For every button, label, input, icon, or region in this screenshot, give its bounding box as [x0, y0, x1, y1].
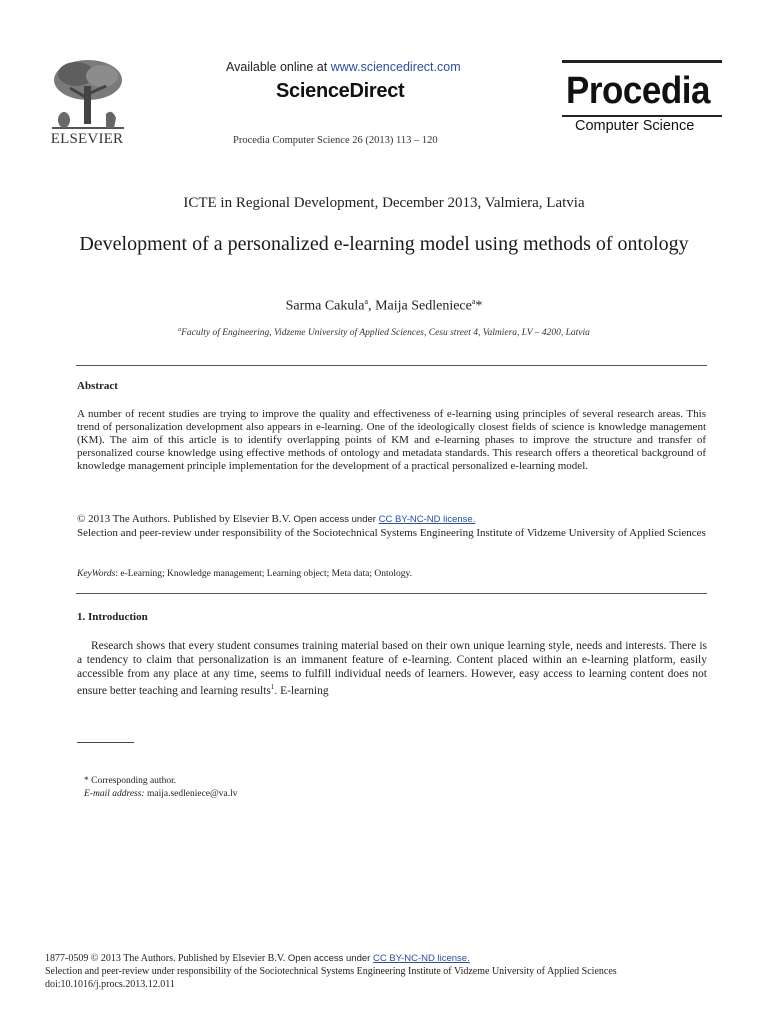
author-name: Sarma Cakula [285, 298, 365, 314]
paper-title: Development of a personalized e-learning model using methods of ontology [79, 233, 689, 255]
conference-line: ICTE in Regional Development, December 2013, Valmiera, Latvia [183, 195, 585, 211]
procedia-subtitle: Computer Science [575, 118, 695, 134]
footnote-rule [77, 742, 134, 743]
license-link[interactable]: CC BY-NC-ND license. [372, 953, 470, 964]
abstract-text: A number of recent studies are trying to improve the quality and effectiveness of e-learning using principles of several research areas. This trend of personalization development also appears in e-learning. One of the ideologically closest fields of science is knowledge management (KM). The aim of this article is to identify overlapping points of KM and e-learning phases to improve the structure and transfer of personalized course knowledge using effective methods of ontology and metadata standards. This research offers a theoretical background of knowledge management principle implementation for the development of a practical personalized e-learning model. [77, 408, 706, 472]
keywords-label: KeyWords [77, 569, 116, 579]
elsevier-wordmark: ELSEVIER [50, 131, 124, 147]
open-access-text: Open access under [285, 953, 373, 964]
introduction-paragraph [77, 640, 707, 699]
copyright-block [77, 513, 706, 540]
bottom-notice [45, 952, 735, 991]
issn-line [45, 952, 735, 965]
issn-text: 1877-0509 © 2013 The Authors. Published by Elsevier B.V. [45, 953, 286, 964]
bottom-peer-review: Selection and peer-review under responsibility of the Sociotechnical Systems Engineering Institute of Vidzeme University of Applied Sciences [45, 966, 617, 977]
affiliation-mark: a [178, 327, 182, 333]
keywords-text: : e-Learning; Knowledge management; Learning object; Meta data; Ontology. [115, 569, 413, 579]
journal-reference: Procedia Computer Science 26 (2013) 113 – 120 [233, 135, 438, 146]
citation-ref[interactable]: 1 [270, 683, 275, 692]
affiliation-text: Faculty of Engineering, Vidzeme University of Applied Sciences, Cesu street 4, Valmiera, LV – 4200, Latvia [181, 328, 590, 339]
procedia-logo [562, 60, 722, 138]
corresponding-author-note: * Corresponding author. [84, 776, 177, 786]
available-online-line [226, 60, 461, 74]
procedia-rule [562, 115, 722, 117]
introduction-heading: 1. Introduction [77, 611, 148, 623]
author-affiliation-mark: a [471, 297, 476, 306]
corresponding-mark: * [475, 298, 483, 314]
abstract-heading: Abstract [77, 380, 118, 392]
footnote [84, 775, 238, 801]
procedia-wordmark: Procedia [566, 70, 711, 112]
peer-review-text: Selection and peer-review under responsibility of the Sociotechnical Systems Engineering Institute of Vidzeme University of Applied Sciences [77, 526, 706, 539]
introduction-text: Research shows that every student consumes training material based on their own unique learning style, needs and interests. There is a tendency to claim that personalization is an immanent feature of e-learning. Content placed within an e-learning platform, easily accessible from any place at any time, seems to fulfill individual needs of learners. However, easy access to learning content does not ensure better teaching and learning results [77, 640, 707, 698]
email-line [84, 788, 238, 801]
abstract-top-rule [76, 365, 707, 366]
copyright-text: © 2013 The Authors. Published by Elsevier B.V. [77, 513, 291, 525]
author-name: , Maija Sedleniece [368, 298, 472, 314]
doi-line: doi:10.1016/j.procs.2013.12.011 [45, 979, 175, 990]
author-affiliation-mark: a [364, 297, 369, 306]
open-access-text: Open access under [290, 514, 379, 525]
keywords-line [77, 569, 412, 579]
email-address[interactable]: maija.sedleniece@va.lv [144, 789, 238, 799]
author-line [0, 297, 768, 315]
affiliation [0, 327, 768, 338]
abstract-bottom-rule [76, 593, 707, 594]
email-label: E-mail address: [84, 789, 145, 799]
sciencedirect-link[interactable]: www.sciencedirect.com [330, 60, 461, 74]
available-prefix: Available online at [226, 60, 331, 74]
sciencedirect-logo: ScienceDirect [276, 80, 405, 102]
introduction-tail: . E-learning [274, 685, 329, 698]
license-link[interactable]: CC BY-NC-ND license. [378, 514, 476, 525]
procedia-top-rule [562, 60, 722, 63]
